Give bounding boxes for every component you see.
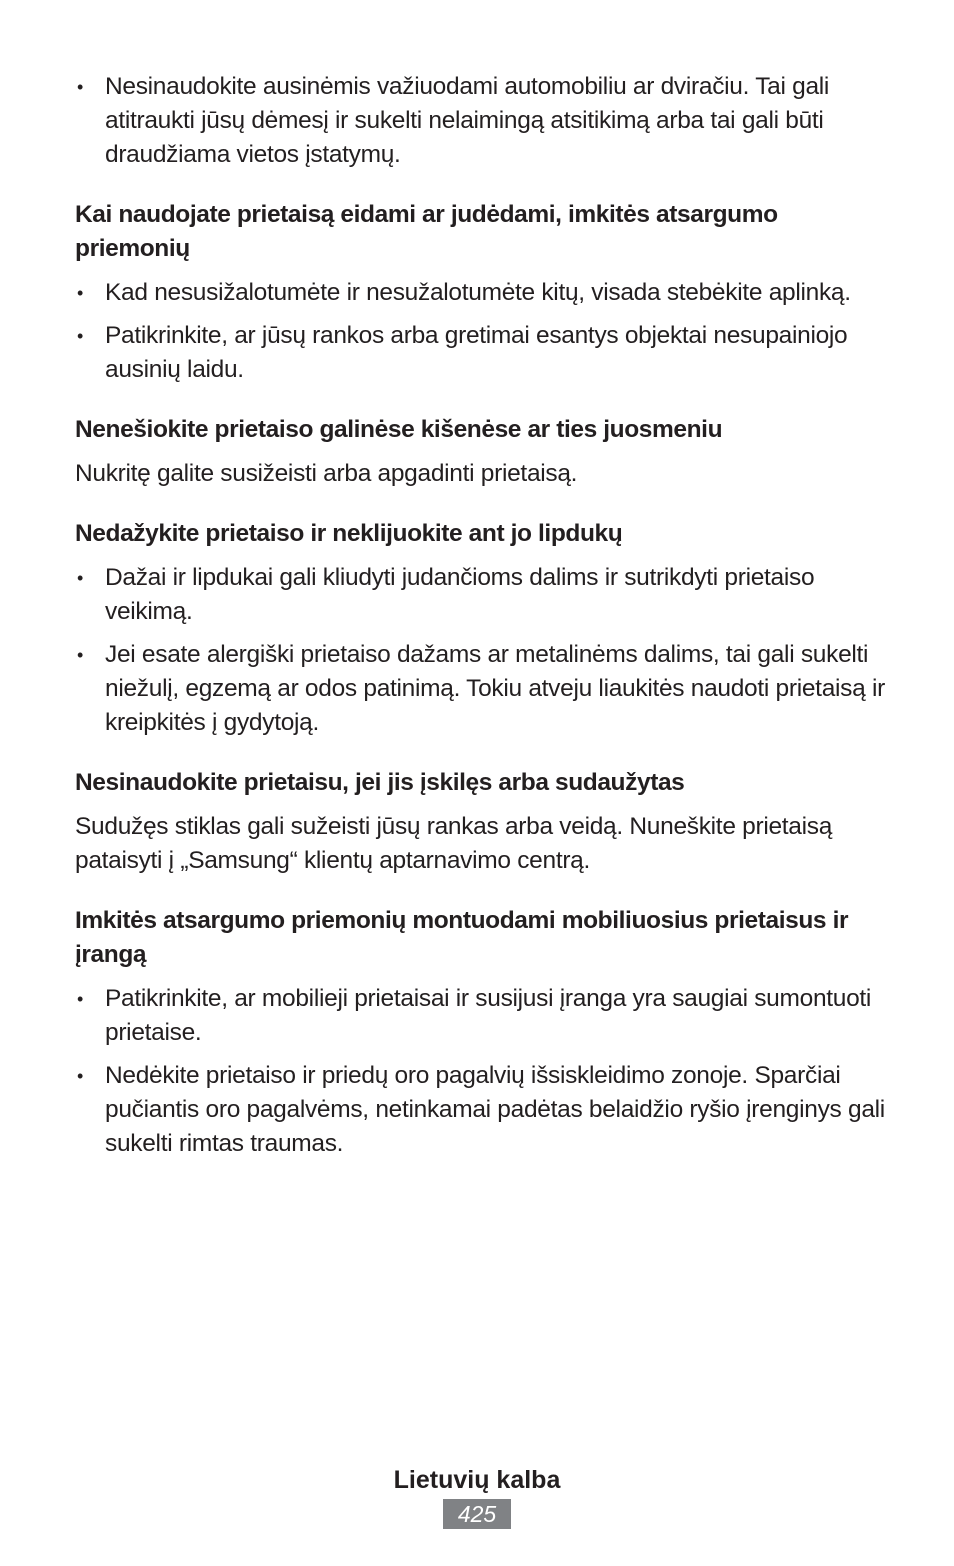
bullet-icon: • <box>77 283 84 303</box>
list-item-text: Patikrinkite, ar mobilieji prietaisai ir susijusi įranga yra saugiai sumontuoti prietaise. <box>105 985 872 1046</box>
list-item-text: Jei esate alergiški prietaiso dažams ar metalinėms dalims, tai gali sukelti niežulį, egzemą ar odos patinimą. Tokiu atveju liaukitės naudoti prietaisą ir kreipkitės į gydytoją. <box>105 641 885 736</box>
section-paragraph: Nukritę galite susižeisti arba apgadinti prietaisą. <box>75 460 578 487</box>
bullet-icon: • <box>77 77 84 97</box>
bullet-icon: • <box>77 568 84 588</box>
section-heading: Nenešiokite prietaiso galinėse kišenėse ar ties juosmeniu <box>75 416 723 443</box>
section-paragraph: Sudužęs stiklas gali sužeisti jūsų rankas arba veidą. Nuneškite prietaisą pataisyti į „Samsung“ klientų aptarnavimo centrą. <box>75 813 833 874</box>
section-walking <box>75 198 890 387</box>
list-item <box>75 982 890 1050</box>
bullet-icon: • <box>77 326 84 346</box>
section-list <box>75 561 890 740</box>
section-list <box>75 982 890 1161</box>
bullet-icon: • <box>77 989 84 1009</box>
list-item-text: Nedėkite prietaiso ir priedų oro pagalvių išsiskleidimo zonoje. Sparčiai pučiantis oro pagalvėms, netinkamai padėtas belaidžio ryšio įrenginys gali sukelti rimtas traumas. <box>105 1062 885 1157</box>
section-cracked <box>75 766 890 878</box>
list-item <box>75 319 890 387</box>
section-mounting <box>75 904 890 1161</box>
page-number: 425 <box>443 1499 511 1529</box>
intro-list <box>75 70 890 172</box>
list-item <box>75 276 890 310</box>
section-pockets <box>75 413 890 491</box>
section-heading: Nesinaudokite prietaisu, jei jis įskilęs arba sudaužytas <box>75 769 685 796</box>
section-list <box>75 276 890 387</box>
list-item <box>75 561 890 629</box>
bullet-icon: • <box>77 645 84 665</box>
list-item-text: Patikrinkite, ar jūsų rankos arba gretimai esantys objektai nesupainiojo ausinių laidu. <box>105 322 848 383</box>
list-item <box>75 638 890 740</box>
list-item-text: Dažai ir lipdukai gali kliudyti judančioms dalims ir sutrikdyti prietaiso veikimą. <box>105 564 815 625</box>
page-content <box>75 70 890 1187</box>
section-heading: Imkitės atsargumo priemonių montuodami mobiliuosius prietaisus ir įrangą <box>75 907 849 968</box>
list-item <box>75 70 890 172</box>
section-paint <box>75 517 890 740</box>
bullet-icon: • <box>77 1066 84 1086</box>
list-item-text: Nesinaudokite ausinėmis važiuodami automobiliu ar dviračiu. Tai gali atitraukti jūsų dėmesį ir sukelti nelaimingą atsitikimą arba tai gali būti draudžiama vietos įstatymų. <box>105 73 830 168</box>
section-heading: Nedažykite prietaiso ir neklijuokite ant jo lipdukų <box>75 520 623 547</box>
section-heading: Kai naudojate prietaisą eidami ar judėdami, imkitės atsargumo priemonių <box>75 201 778 262</box>
page-footer <box>0 1462 954 1529</box>
footer-language: Lietuvių kalba <box>393 1466 561 1494</box>
list-item-text: Kad nesusižalotumėte ir nesužalotumėte kitų, visada stebėkite aplinką. <box>105 279 851 306</box>
list-item <box>75 1059 890 1161</box>
